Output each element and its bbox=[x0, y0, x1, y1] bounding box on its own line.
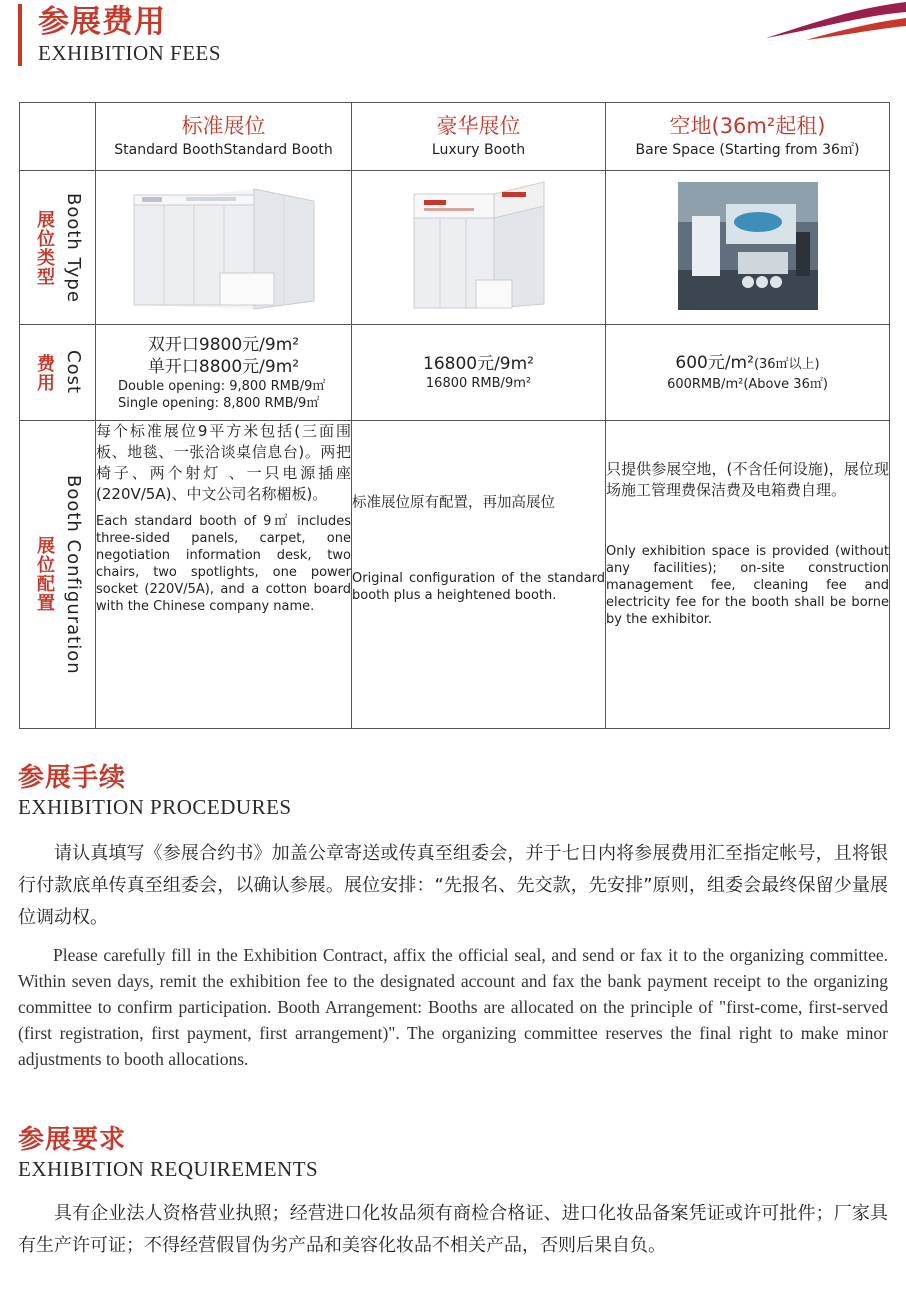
cost-zh: 费用 bbox=[34, 353, 55, 392]
row-head-cost bbox=[20, 325, 96, 421]
bare-config-zh: 只提供参展空地，(不含任何设施)，展位现场施工管理费保洁费及电箱费自理。 bbox=[606, 460, 889, 499]
procedures-text-en: Please carefully fill in the Exhibition Contract, affix the official seal, and send or fax it to the organizing committee. Within seven days, remit the exhibition fee to the designated account and fax the bank payment receipt to the organizing committee to confirm participation. Booth Arrangement: Booths are allocated on the principle of "first-come, first-served (first registration, first payment, first arrangement)". The organizing committee reserves the final right to make minor adjustments to booth allocations. bbox=[18, 945, 888, 1069]
standard-config-en: Each standard booth of 9㎡ includes three-sided panels, carpet, one negotiation information desk, two chairs, two spotlights, one power socket (220V/5A), and a cotton board with the Chinese company name. bbox=[96, 514, 351, 614]
standard-booth-image-cell bbox=[96, 171, 352, 325]
config-row bbox=[20, 421, 890, 729]
bare-cost-en: 600RMB/m²(Above 36㎡) bbox=[667, 377, 828, 392]
booth-type-en: Booth Type bbox=[63, 192, 84, 303]
luxury-config-zh: 标准展位原有配置，再加高展位 bbox=[352, 495, 555, 511]
luxury-booth-image bbox=[404, 176, 554, 316]
luxury-config-cell bbox=[352, 421, 606, 729]
bare-config-cell bbox=[606, 421, 890, 729]
row-head-booth-type bbox=[20, 171, 96, 325]
bare-title-zh: 空地(36m²起租) bbox=[669, 113, 826, 138]
row-head-config bbox=[20, 421, 96, 729]
luxury-cost-cell bbox=[352, 325, 606, 421]
bare-cost: 600元/m² bbox=[675, 353, 754, 373]
fees-title-zh: 参展费用 bbox=[38, 4, 166, 40]
bare-title-en: Bare Space (Starting from 36㎡) bbox=[635, 141, 860, 158]
procedures-title-en: EXHIBITION PROCEDURES bbox=[18, 795, 292, 819]
bare-cost-cell bbox=[606, 325, 890, 421]
col-standard-header bbox=[96, 103, 352, 171]
booth-type-zh: 展位类型 bbox=[34, 209, 55, 286]
luxury-title-en: Luxury Booth bbox=[431, 141, 526, 158]
standard-cost-double-en: Double opening: 9,800 RMB/9㎡ bbox=[118, 378, 326, 394]
bare-space-image-cell bbox=[606, 171, 890, 325]
fees-table bbox=[19, 102, 890, 729]
bare-config-en: Only exhibition space is provided (without any facilities); on-site construction management fee, cleaning fee and electricity fee for the booth shall be borne by the exhibitor. bbox=[606, 544, 889, 627]
procedures-title-zh: 参展手续 bbox=[18, 763, 127, 793]
standard-booth-image bbox=[124, 181, 324, 311]
col-luxury-header bbox=[352, 103, 606, 171]
cost-en: Cost bbox=[63, 350, 84, 395]
cost-row bbox=[20, 325, 890, 421]
booth-type-row bbox=[20, 171, 890, 325]
procedures-text-zh: 请认真填写《参展合约书》加盖公章寄送或传真至组委会，并于七日内将参展费用汇至指定帐号，且将银行付款底单传真至组委会，以确认参展。展位安排：“先报名、先交款，先安排”原则，组委会最终保留少量展位调动权。 bbox=[18, 843, 888, 928]
config-zh: 展位配置 bbox=[34, 536, 55, 613]
header-row bbox=[20, 103, 890, 171]
standard-config-zh: 每个标准展位9平方米包括(三面围板、地毯、一张洽谈桌信息台)。两把椅子、两个射灯 、一只电源插座(220V/5A)、中文公司名称楣板)。 bbox=[96, 422, 351, 503]
fees-header bbox=[18, 0, 221, 66]
fees-accent-bar bbox=[18, 4, 22, 66]
col-bare-header bbox=[606, 103, 890, 171]
luxury-config-en: Original configuration of the standard booth plus a heightened booth. bbox=[352, 571, 605, 603]
luxury-booth-image-cell bbox=[352, 171, 606, 325]
corner-cell bbox=[20, 103, 96, 171]
luxury-title-zh: 豪华展位 bbox=[436, 113, 521, 138]
standard-cost-cell bbox=[96, 325, 352, 421]
standard-config-cell bbox=[96, 421, 352, 729]
bare-cost-note: (36㎡以上) bbox=[753, 357, 820, 372]
standard-title-zh: 标准展位 bbox=[181, 113, 266, 138]
standard-cost-single-en: Single opening: 8,800 RMB/9㎡ bbox=[118, 395, 320, 411]
decorative-swoosh bbox=[746, 0, 906, 40]
requirements-header bbox=[18, 1124, 318, 1182]
procedures-header bbox=[18, 762, 292, 820]
luxury-cost-en: 16800 RMB/9m² bbox=[425, 376, 532, 391]
standard-title-en: Standard BoothStandard Booth bbox=[114, 141, 333, 158]
luxury-cost: 16800元/9m² bbox=[423, 354, 534, 374]
bare-space-image bbox=[678, 182, 818, 310]
requirements-title-zh: 参展要求 bbox=[18, 1125, 127, 1155]
requirements-text-zh: 具有企业法人资格营业执照；经营进口化妆品须有商检合格证、进口化妆品备案凭证或许可批件；厂家具有生产许可证；不得经营假冒伪劣产品和美容化妆品不相关产品，否则后果自负。 bbox=[18, 1203, 888, 1256]
requirements-title-en: EXHIBITION REQUIREMENTS bbox=[18, 1157, 319, 1181]
fees-title-en: EXHIBITION FEES bbox=[38, 41, 222, 65]
standard-cost-single: 单开口8800元/9m² bbox=[147, 356, 300, 377]
standard-cost-double: 双开口9800元/9m² bbox=[147, 334, 300, 355]
config-en: Booth Configuration bbox=[63, 474, 84, 675]
